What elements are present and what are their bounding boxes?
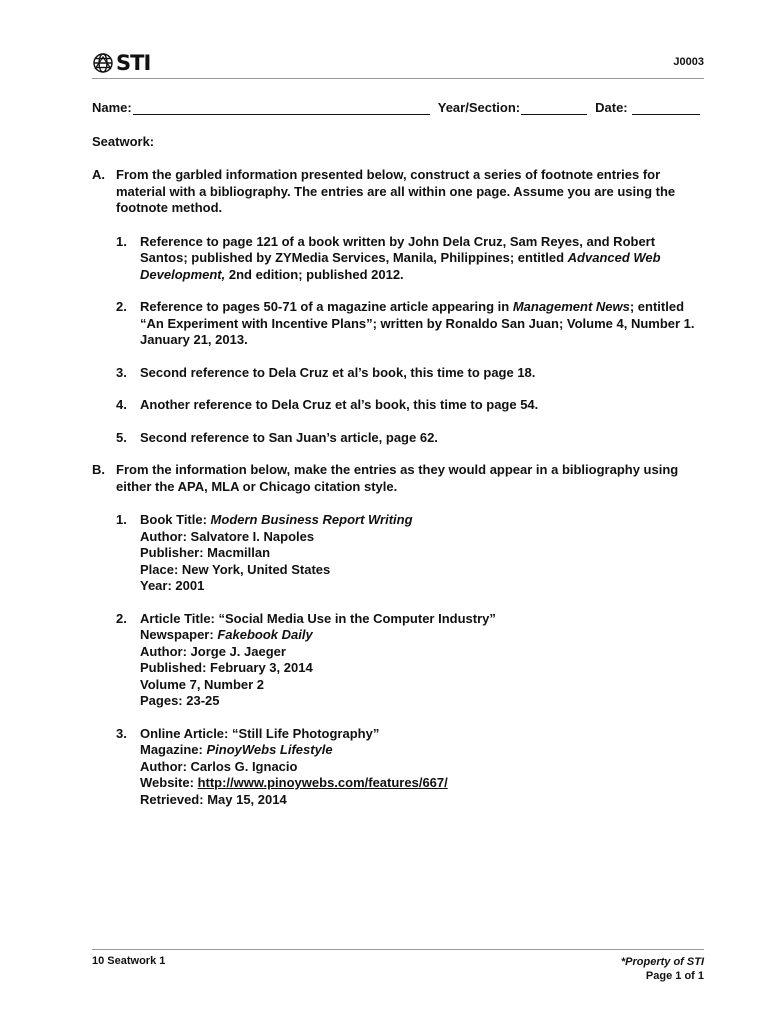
book-title-value: Modern Business Report Writing (210, 512, 413, 527)
website-link[interactable]: http://www.pinoywebs.com/features/667/ (197, 775, 448, 790)
seatwork-title: Seatwork: (92, 133, 155, 149)
list-item (116, 430, 704, 447)
document-code: J0003 (673, 56, 704, 68)
name-blank[interactable] (133, 100, 430, 115)
pages-line: Pages: 23-25 (140, 693, 220, 708)
header-divider (92, 78, 704, 79)
part-b (92, 462, 704, 495)
item-lines (140, 512, 413, 595)
sti-logo (92, 51, 150, 75)
item-text: Second reference to San Juan’s article, page 62. (140, 429, 438, 445)
item-number: 3. (116, 364, 127, 380)
website-line (140, 775, 448, 792)
place-line: Place: New York, United States (140, 561, 331, 577)
item-text: Second reference to Dela Cruz et al’s book, this time to page 18. (140, 364, 536, 380)
list-item (116, 365, 704, 382)
year-section-label: Year/Section: (437, 100, 521, 115)
retrieved-line: Retrieved: May 15, 2014 (140, 791, 287, 807)
list-item (116, 512, 704, 595)
name-field[interactable] (92, 100, 430, 117)
footer-divider (92, 949, 704, 950)
author-line: Author: Jorge J. Jaeger (140, 643, 286, 659)
item-number: 5. (116, 429, 127, 445)
part-b-items (116, 512, 704, 808)
list-item (116, 611, 704, 710)
publisher-line: Publisher: Macmillan (140, 545, 271, 560)
part-a-marker: A. (92, 167, 105, 182)
book-title-label: Book Title: (140, 512, 211, 527)
item-text-part: Reference to pages 50-71 of a magazine article appearing in (140, 299, 513, 314)
item-text-part: Reference to page 121 of a book written by John Dela Cruz, Sam Reyes, and Robert Santos; published by ZYMedia Services, Manila, Philippines; entitled (140, 233, 656, 265)
page-number: Page 1 of 1 (645, 970, 704, 982)
property-notice: *Property of STI (620, 956, 704, 968)
item-text (140, 299, 704, 349)
list-item (116, 397, 704, 414)
part-b-marker: B. (92, 462, 105, 477)
book-title-italic: Advanced Web Development, (140, 250, 661, 282)
name-label: Name: (92, 100, 132, 115)
book-title-line (140, 512, 413, 529)
list-item (116, 234, 704, 284)
online-article-line: Online Article: “Still Life Photography” (140, 725, 380, 741)
volume-line: Volume 7, Number 2 (140, 676, 265, 692)
item-number: 1. (116, 512, 127, 527)
item-lines (140, 611, 496, 710)
website-label: Website: (140, 775, 198, 790)
item-number: 2. (116, 299, 127, 314)
magazine-label: Magazine: (140, 742, 207, 757)
newspaper-line (140, 627, 496, 644)
student-info-line (92, 100, 704, 117)
part-a-items (116, 234, 704, 447)
published-line: Published: February 3, 2014 (140, 660, 313, 675)
item-text-part: 2nd edition; published 2012. (225, 266, 404, 282)
author-line: Author: Carlos G. Ignacio (140, 758, 298, 774)
date-label: Date: (595, 100, 628, 115)
seatwork-content (92, 100, 704, 824)
newspaper-value: Fakebook Daily (217, 627, 313, 642)
part-a-instruction: From the garbled information presented below, construct a series of footnote entries for material with a bibliography. The entries are all within one page. Assume you are using the footnote method. (116, 167, 676, 215)
part-a (92, 167, 704, 217)
year-section-blank[interactable] (521, 100, 587, 115)
magazine-title-italic: Management News (512, 299, 630, 314)
item-number: 1. (116, 233, 127, 249)
item-lines (140, 726, 448, 809)
item-text (140, 234, 704, 284)
item-text-part: ; entitled “An Experiment with Incentive Plans”; written by Ronaldo San Juan; Volume 4, Number 1. January 21, 2013. (140, 299, 695, 347)
footer-doc-title: 10 Seatwork 1 (92, 955, 166, 967)
article-title-line: Article Title: “Social Media Use in the Computer Industry” (140, 610, 496, 626)
item-number: 2. (116, 610, 127, 626)
newspaper-label: Newspaper: (140, 627, 218, 642)
magazine-value: PinoyWebs Lifestyle (206, 742, 333, 757)
list-item (116, 726, 704, 809)
part-b-instruction: From the information below, make the entries as they would appear in a bibliography using either the APA, MLA or Chicago citation style. (116, 462, 679, 494)
item-number: 4. (116, 397, 127, 412)
date-field[interactable] (595, 100, 700, 117)
date-blank[interactable] (632, 100, 700, 115)
logo-text: STI (116, 51, 151, 75)
item-number: 3. (116, 725, 127, 741)
year-section-field[interactable] (438, 100, 587, 117)
item-text: Another reference to Dela Cruz et al’s book, this time to page 54. (140, 397, 539, 412)
magazine-line (140, 742, 448, 759)
year-line: Year: 2001 (140, 578, 205, 593)
globe-icon (92, 52, 114, 74)
author-line: Author: Salvatore I. Napoles (140, 528, 315, 544)
footer-right (621, 955, 704, 983)
list-item (116, 299, 704, 349)
